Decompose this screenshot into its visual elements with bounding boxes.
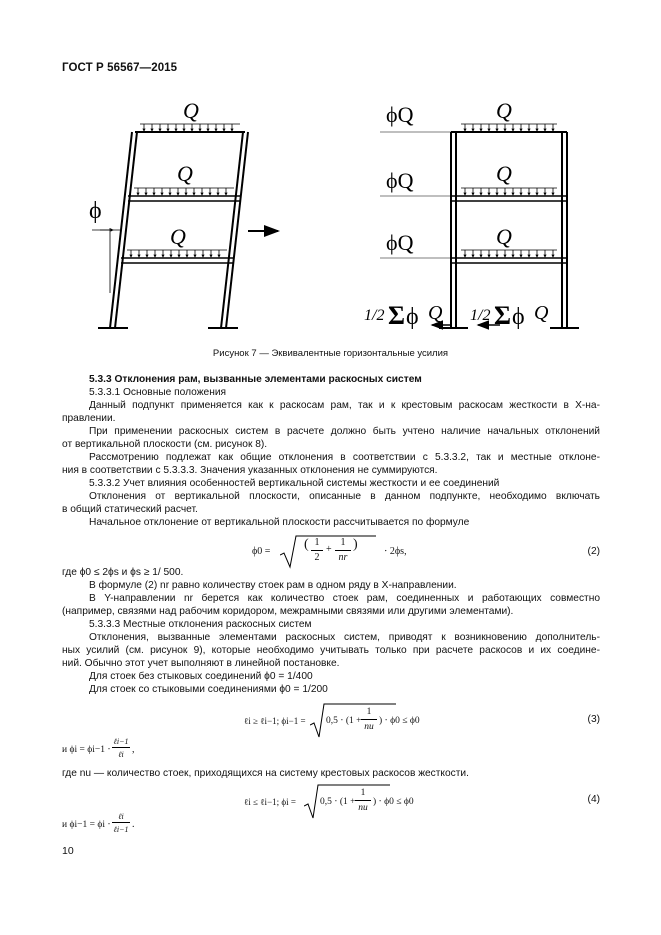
text-line: 5.3.3.1 Основные положения (89, 387, 227, 398)
text-line: в общий статический расчет. (62, 504, 198, 515)
text-line: ния в соответствии с 5.3.3.3. Значения указанных отклонения не суммируются. (62, 465, 438, 476)
document-header: ГОСТ Р 56567—2015 (62, 62, 178, 74)
text-line: 5.3.3.2 Учет влияния особенностей вертикальной системы жесткости и ее соединений (89, 478, 500, 489)
q-label-mid-left: Q (177, 161, 193, 186)
text-line: правлении. (62, 413, 116, 424)
q-label-low-left: Q (170, 224, 186, 249)
text-line: ний. Обычно этот учет выполняют в линейной постановке. (62, 658, 340, 669)
half-label-1: 1/2 (364, 307, 385, 324)
formula-3: ℓi ≥ ℓi−1; ϕi−1 = 0,5 ⋅ (1 + 1 nu ) ⋅ ϕ0 ≤ ϕ0 (244, 703, 464, 739)
phi-label-r2: ϕ (512, 304, 525, 330)
text-line: Отклонения от вертикальной плоскости, описанные в данном подпункте, необходимо включать (89, 491, 600, 502)
q-label-base-2: Q (534, 302, 549, 324)
text-line: ных усилий (см. рисунок 9), которые необходимо учитывать только при расчете раскосов и их соедине- (62, 645, 600, 656)
upright-frame (380, 124, 579, 328)
half-label-2: 1/2 (470, 307, 491, 324)
text-line: Рассмотрению подлежат как общие отклонения в соответствии с 5.3.3.2, так и местные отклоне- (89, 452, 600, 463)
page-number: 10 (62, 845, 74, 857)
text-line: Отклонения, вызванные элементами раскосных систем, приводят к возникновению дополнитель- (89, 632, 600, 643)
formula-4: ℓi ≤ ℓi−1; ϕi = 0,5 ⋅ (1 + 1 nu ) ⋅ ϕ0 ≤ ϕ0 (244, 784, 464, 820)
phi-label-r1: ϕ (406, 304, 419, 330)
text-line: где ϕ0 ≤ 2ϕs и ϕs ≥ 1/ 500. (62, 567, 184, 578)
frac-n-num: 1 (340, 537, 346, 548)
sigma-label-2: Σ (494, 301, 511, 330)
section-heading: 5.3.3 Отклонения рам, вызванные элементами раскосных систем (89, 374, 422, 385)
text-line: 5.3.3.3 Местные отклонения раскосных систем (89, 619, 312, 630)
formula-2-tail: ⋅ 2ϕs, (384, 546, 407, 557)
formula-2: ϕ0 = ( 1 2 + 1 nr ) ⋅ 2ϕs, (252, 535, 452, 569)
text-line: где nu — количество стоек, приходящихся на систему крестовых раскосов жесткости. (62, 768, 469, 779)
formula-3-addendum: и ϕi = ϕi−1 ⋅ ℓi−1 ℓi , (62, 737, 135, 759)
frac-n-den: nr (338, 552, 348, 563)
frac-half-den: 2 (314, 552, 320, 563)
sigma-label-1: Σ (388, 301, 405, 330)
formula-4-number: (4) (587, 794, 600, 805)
formula-2-lhs: ϕ0 = (252, 546, 271, 557)
text-line: от вертикальной плоскости (см. рисунок 8). (62, 439, 268, 450)
text-line: В Y-направлении nr берется как количество стоек рам, соединенных и работающих совместно (89, 593, 600, 604)
formula-2-number: (2) (587, 546, 600, 557)
q-label-top-right: Q (496, 98, 512, 123)
q-label-base-1: Q (428, 302, 443, 324)
text-line: В формуле (2) nr равно количеству стоек рам в одном ряду в X-направлении. (89, 580, 457, 591)
formula-4-addendum: и ϕi−1 = ϕi ⋅ ℓi ℓi−1 . (62, 812, 135, 834)
q-label-low-right: Q (496, 224, 512, 249)
figure-7 (0, 88, 661, 346)
text-line: Данный подпункт применяется как к раскосам рам, так и к крестовым раскосам жесткости в X-на- (89, 400, 600, 411)
text-line: Для стоек без стыковых соединений ϕ0 = 1/400 (89, 671, 313, 682)
q-label-top-left: Q (183, 98, 199, 123)
formula-3-number: (3) (587, 714, 600, 725)
q-label-mid-right: Q (496, 161, 512, 186)
frac-half-num: 1 (314, 537, 320, 548)
figure-caption: Рисунок 7 — Эквивалентные горизонтальные усилия (212, 348, 449, 359)
text-line: Для стоек со стыковыми соединениями ϕ0 = 1/200 (89, 684, 328, 695)
text-line: (например, связями над рабочим коридором, межрамными связями или другими элементами). (62, 606, 514, 617)
text-line: Начальное отклонение от вертикальной плоскости рассчитывается по формуле (89, 517, 470, 528)
phi-q-label-2: ϕQ (386, 168, 414, 193)
text-line: При применении раскосных систем в расчете должно быть учтено наличие начальных отклонений (89, 426, 600, 437)
phi-label-left: ϕ (89, 198, 102, 224)
phi-q-label-3: ϕQ (386, 230, 414, 255)
phi-q-label-1: ϕQ (386, 102, 414, 127)
